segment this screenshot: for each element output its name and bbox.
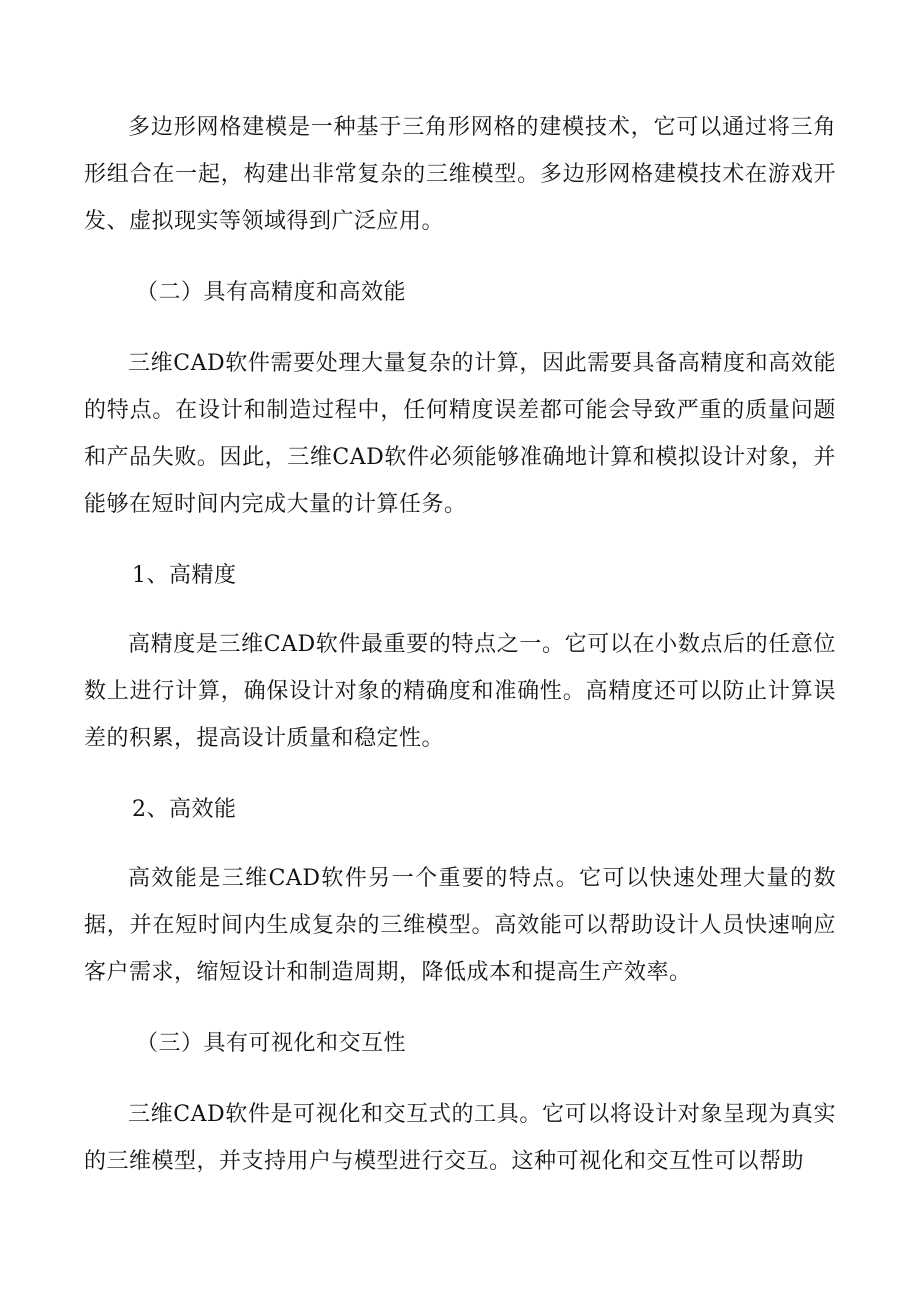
section-heading-visualization-interactivity: （三）具有可视化和交互性 (136, 1031, 407, 1056)
section-heading-precision-efficiency: （二）具有高精度和高效能 (136, 280, 407, 305)
document-body (84, 104, 836, 1185)
paragraph-visualization-interactivity: 三维CAD软件是可视化和交互式的工具。它可以将设计对象呈现为真实的三维模型，并支持用户与模型进行交互。这种可视化和交互性可以帮助 (84, 1102, 836, 1174)
subheading-high-precision: 1、高精度 (132, 563, 237, 588)
subheading-high-efficiency: 2、高效能 (132, 797, 237, 822)
paragraph-high-efficiency: 高效能是三维CAD软件另一个重要的特点。它可以快速处理大量的数据，并在短时间内生成复杂的三维模型。高效能可以帮助设计人员快速响应客户需求，缩短设计和制造周期，降低成本和提高生产效率。 (84, 866, 836, 985)
paragraph-polygon-mesh: 多边形网格建模是一种基于三角形网格的建模技术，它可以通过将三角形组合在一起，构建出非常复杂的三维模型。多边形网格建模技术在游戏开发、虚拟现实等领域得到广泛应用。 (84, 115, 836, 234)
paragraph-high-precision: 高精度是三维CAD软件最重要的特点之一。它可以在小数点后的任意位数上进行计算，确保设计对象的精确度和准确性。高精度还可以防止计算误差的积累，提高设计质量和稳定性。 (84, 632, 836, 751)
paragraph-precision-efficiency-intro: 三维CAD软件需要处理大量复杂的计算，因此需要具备高精度和高效能的特点。在设计和制造过程中，任何精度误差都可能会导致严重的质量问题和产品失败。因此，三维CAD软件必须能够准确地计算和模拟设计对象，并能够在短时间内完成大量的计算任务。 (84, 351, 836, 517)
